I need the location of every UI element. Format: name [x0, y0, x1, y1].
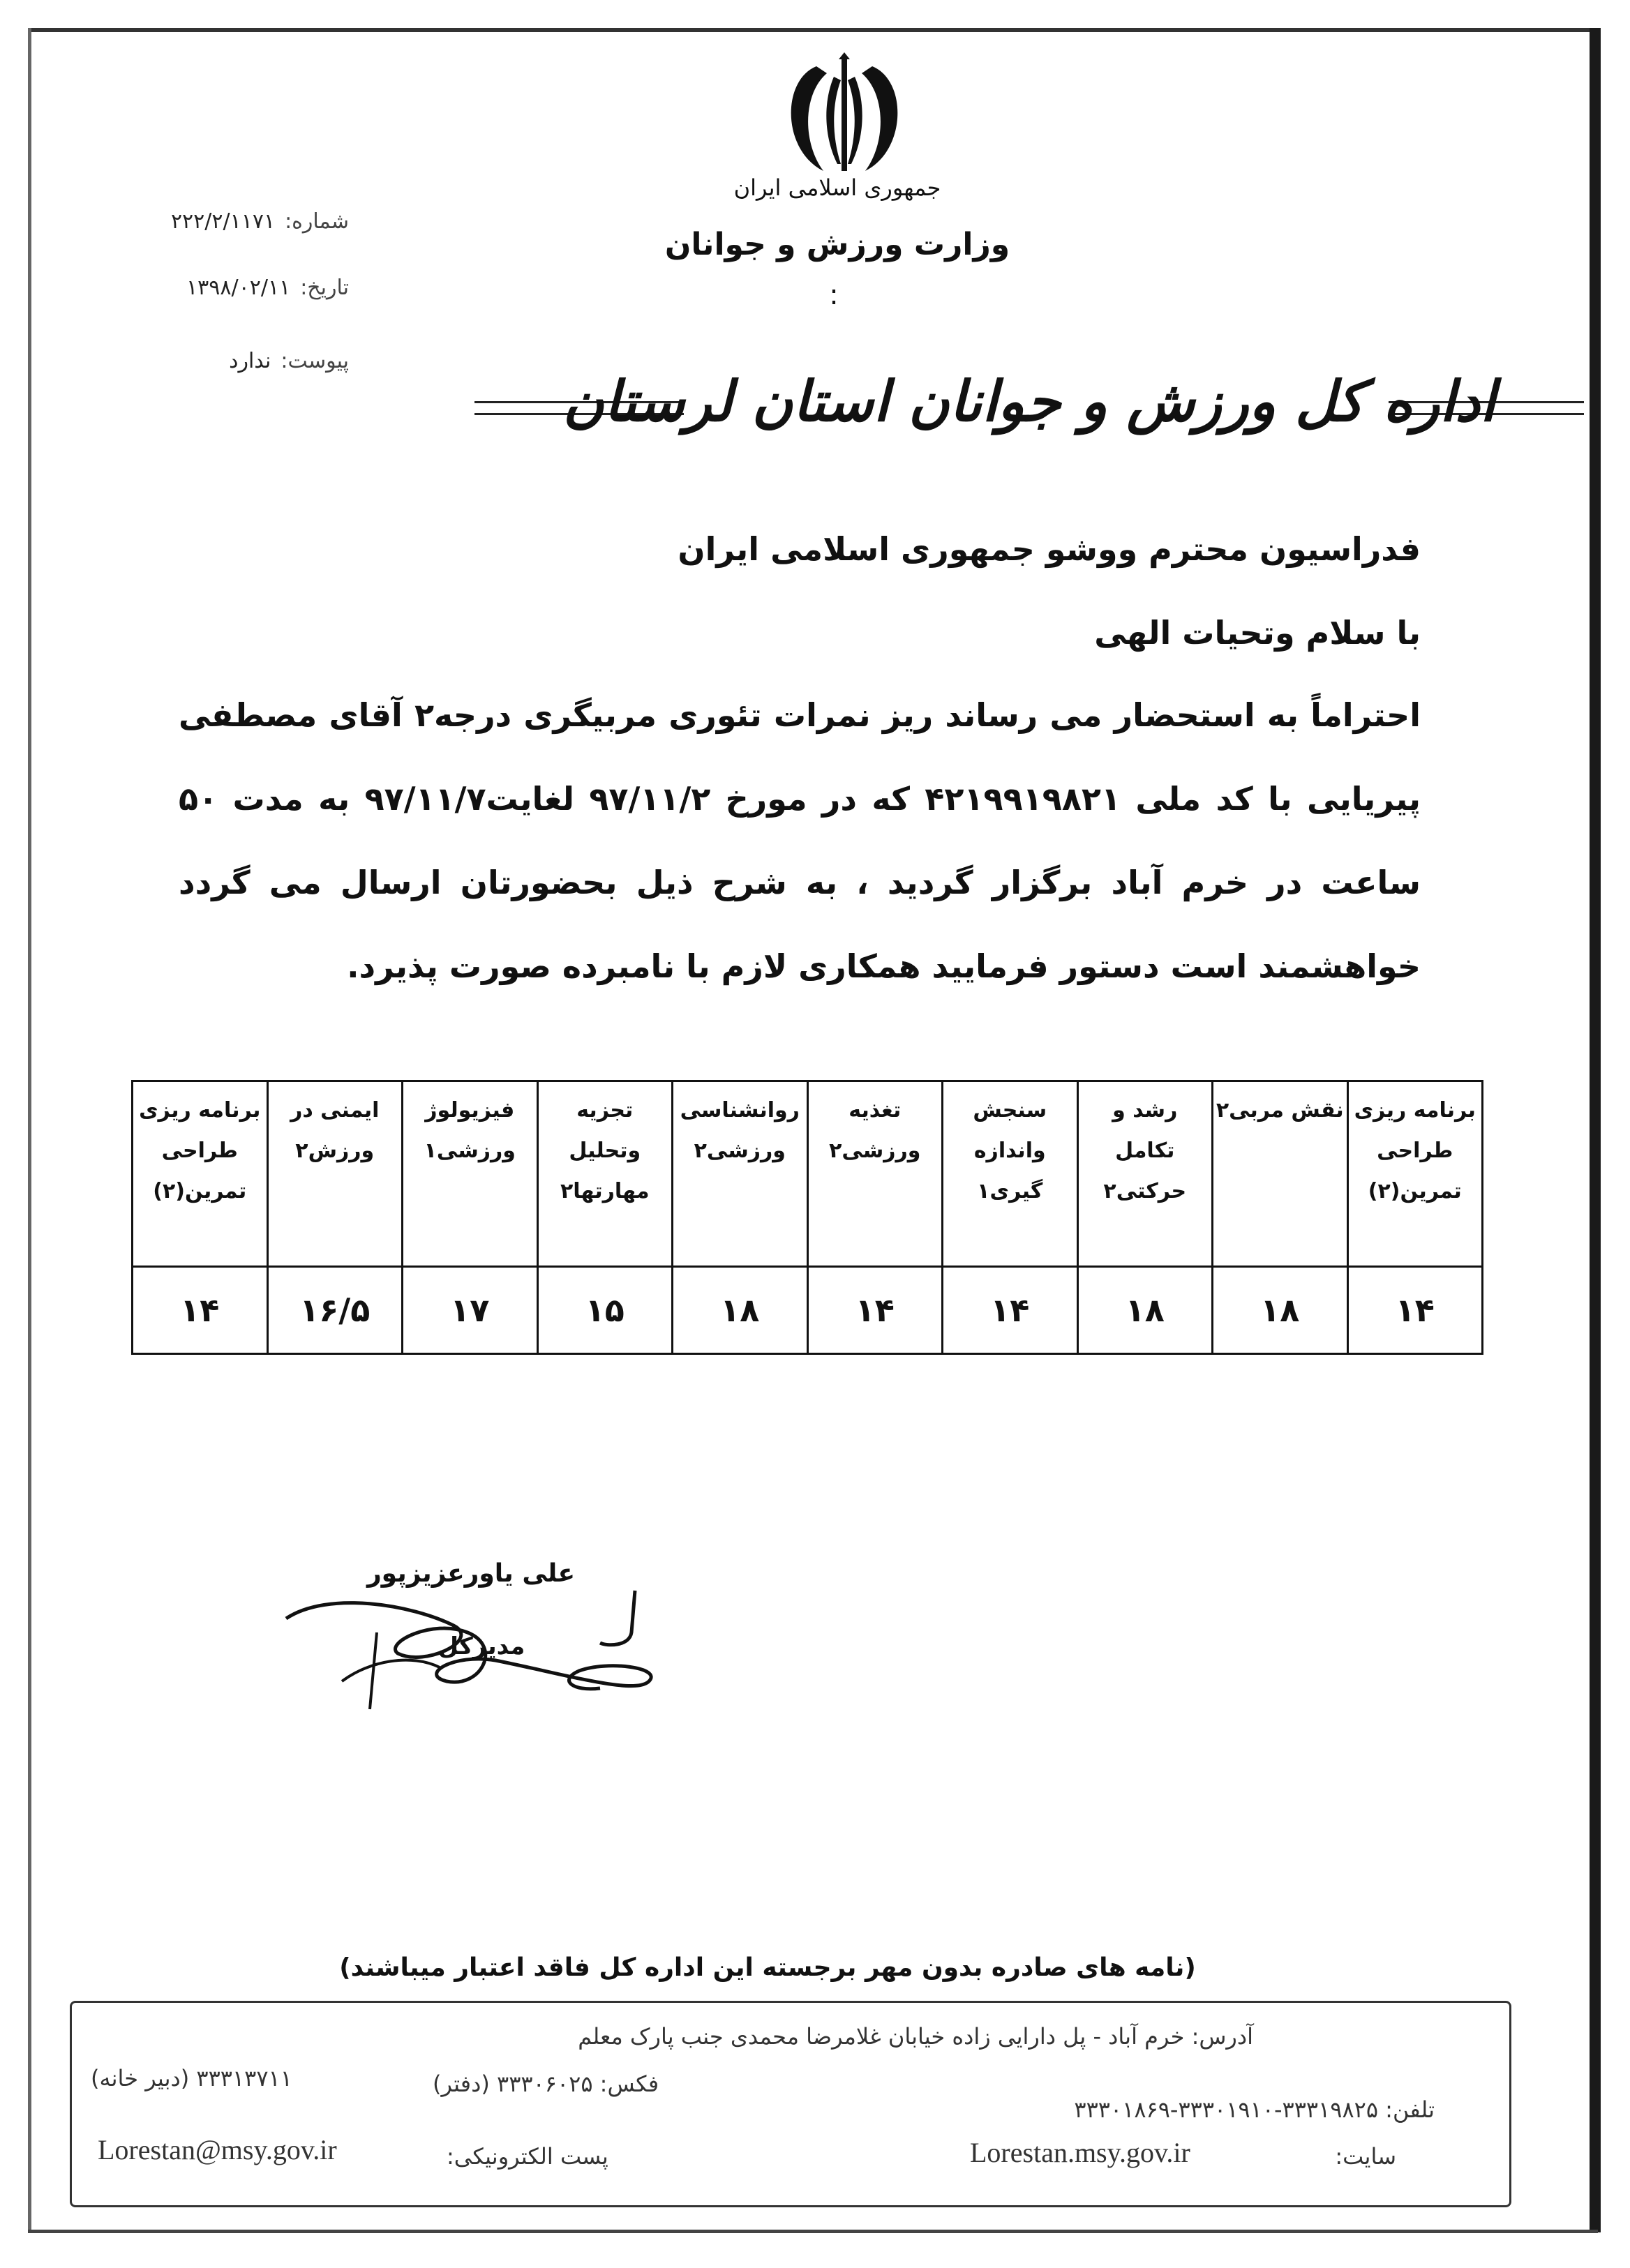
grades-header-cell: روانشناسی ورزشی۲ [673, 1081, 808, 1267]
grades-header-cell: برنامه ریزی طراحی تمرین(۲) [1347, 1081, 1483, 1267]
grades-value-cell: ۱۸ [1213, 1267, 1348, 1354]
footer-site[interactable]: Lorestan.msy.gov.ir [970, 2137, 1190, 2168]
scan-border-top [28, 28, 1598, 32]
grades-header-row [133, 1081, 1483, 1267]
letter-number-value: ۲۲۲/۲/۱۱۷۱ [170, 209, 276, 234]
letter-number-label: شماره: [285, 209, 349, 234]
letter-date-value: ۱۳۹۸/۰۲/۱۱ [186, 276, 291, 300]
grades-header-cell: برنامه ریزی طراحی تمرین(۲) [133, 1081, 268, 1267]
letter-date [147, 276, 349, 300]
header-dot: : [829, 279, 839, 311]
grades-value-row [133, 1267, 1483, 1354]
header-ministry: وزارت ورزش و جوانان [664, 227, 1010, 262]
grades-value-cell: ۱۴ [1347, 1267, 1483, 1354]
letter-body: احتراماً به استحضار می رساند ریز نمرات تئوری مربیگری درجه۲ آقای مصطفی پیریایی با کد ملی ۴۲۱۹۹۱۹۸۲۱ که در مورخ ۹۷/۱۱/۲ لغایت۹۷/۱۱/۷ به مدت ۵۰ ساعت در خرم آباد برگزار گردید ، به شرح ذیل بحضورتان ارسال می گردد خواهشمند است دستور فرمایید همکاری لازم با نامبرده صورت پذیرد. [179, 696, 1421, 985]
footer-secretariat: ۳۳۳۱۳۷۱۱ (دبیر خانه) [91, 2065, 292, 2091]
scan-border-left [28, 28, 31, 2232]
header-country: جمهوری اسلامی ایران [733, 174, 941, 201]
letter-number [147, 209, 349, 234]
letter-attachment-value: ندارد [229, 349, 271, 373]
grades-value-cell: ۱۶/۵ [267, 1267, 403, 1354]
footer-email[interactable]: Lorestan@msy.gov.ir [98, 2134, 337, 2165]
letter-attachment [174, 349, 349, 373]
grades-header-cell: تغذیه ورزشی۲ [807, 1081, 943, 1267]
signatory-name: علی یاورعزیزپور [366, 1559, 576, 1588]
grades-header-cell: تجزیه وتحلیل مهارتها۲ [537, 1081, 673, 1267]
footer-phone: تلفن: ۳۳۳۱۹۸۲۵-۳۳۳۰۱۹۱۰-۳۳۳۰۱۸۶۹ [1074, 2096, 1435, 2123]
grades-value-cell: ۱۴ [807, 1267, 943, 1354]
grades-value-cell: ۱۴ [943, 1267, 1078, 1354]
grades-value-cell: ۱۸ [673, 1267, 808, 1354]
grades-value-cell: ۱۸ [1077, 1267, 1213, 1354]
scan-border-bottom [28, 2230, 1598, 2233]
iran-emblem-icon [775, 52, 914, 185]
grades-header-cell: ایمنی در ورزش۲ [267, 1081, 403, 1267]
validity-notice: (نامه های صادره بدون مهر برجسته این اداره کل فاقد اعتبار میباشند) [339, 1953, 1196, 1982]
footer-fax: فکس: ۳۳۳۰۶۰۲۵ (دفتر) [433, 2071, 659, 2097]
signatory-title: مدیرکل [438, 1632, 525, 1660]
grades-header-cell: فیزیولوژ ورزشی۱ [403, 1081, 538, 1267]
grades-header-cell: نقش مربی۲ [1213, 1081, 1348, 1267]
grades-header-cell: سنجش واندازه گیری۱ [943, 1081, 1078, 1267]
grades-value-cell: ۱۵ [537, 1267, 673, 1354]
grades-table [131, 1080, 1483, 1355]
grades-value-cell: ۱۷ [403, 1267, 538, 1354]
footer-email-label: پست الکترونیکی: [447, 2143, 608, 2170]
grades-header-cell: رشد و تکامل حرکتی۲ [1077, 1081, 1213, 1267]
letter-attachment-label: پیوست: [281, 349, 349, 373]
letter-greeting: با سلام وتحیات الهی [1094, 614, 1421, 652]
letter-date-label: تاریخ: [300, 276, 349, 300]
grades-value-cell: ۱۴ [133, 1267, 268, 1354]
footer-address: آدرس: خرم آباد - پل دارایی زاده خیابان غلامرضا محمدی جنب پارک معلم [578, 2023, 1253, 2050]
letter-recipient: فدراسیون محترم ووشو جمهوری اسلامی ایران [678, 530, 1421, 568]
scan-border-right [1590, 28, 1601, 2232]
office-title: اداره کل ورزش و جوانان استان لرستان [562, 368, 1496, 434]
footer-site-label: سایت: [1335, 2143, 1396, 2170]
office-title-line [474, 363, 1584, 440]
